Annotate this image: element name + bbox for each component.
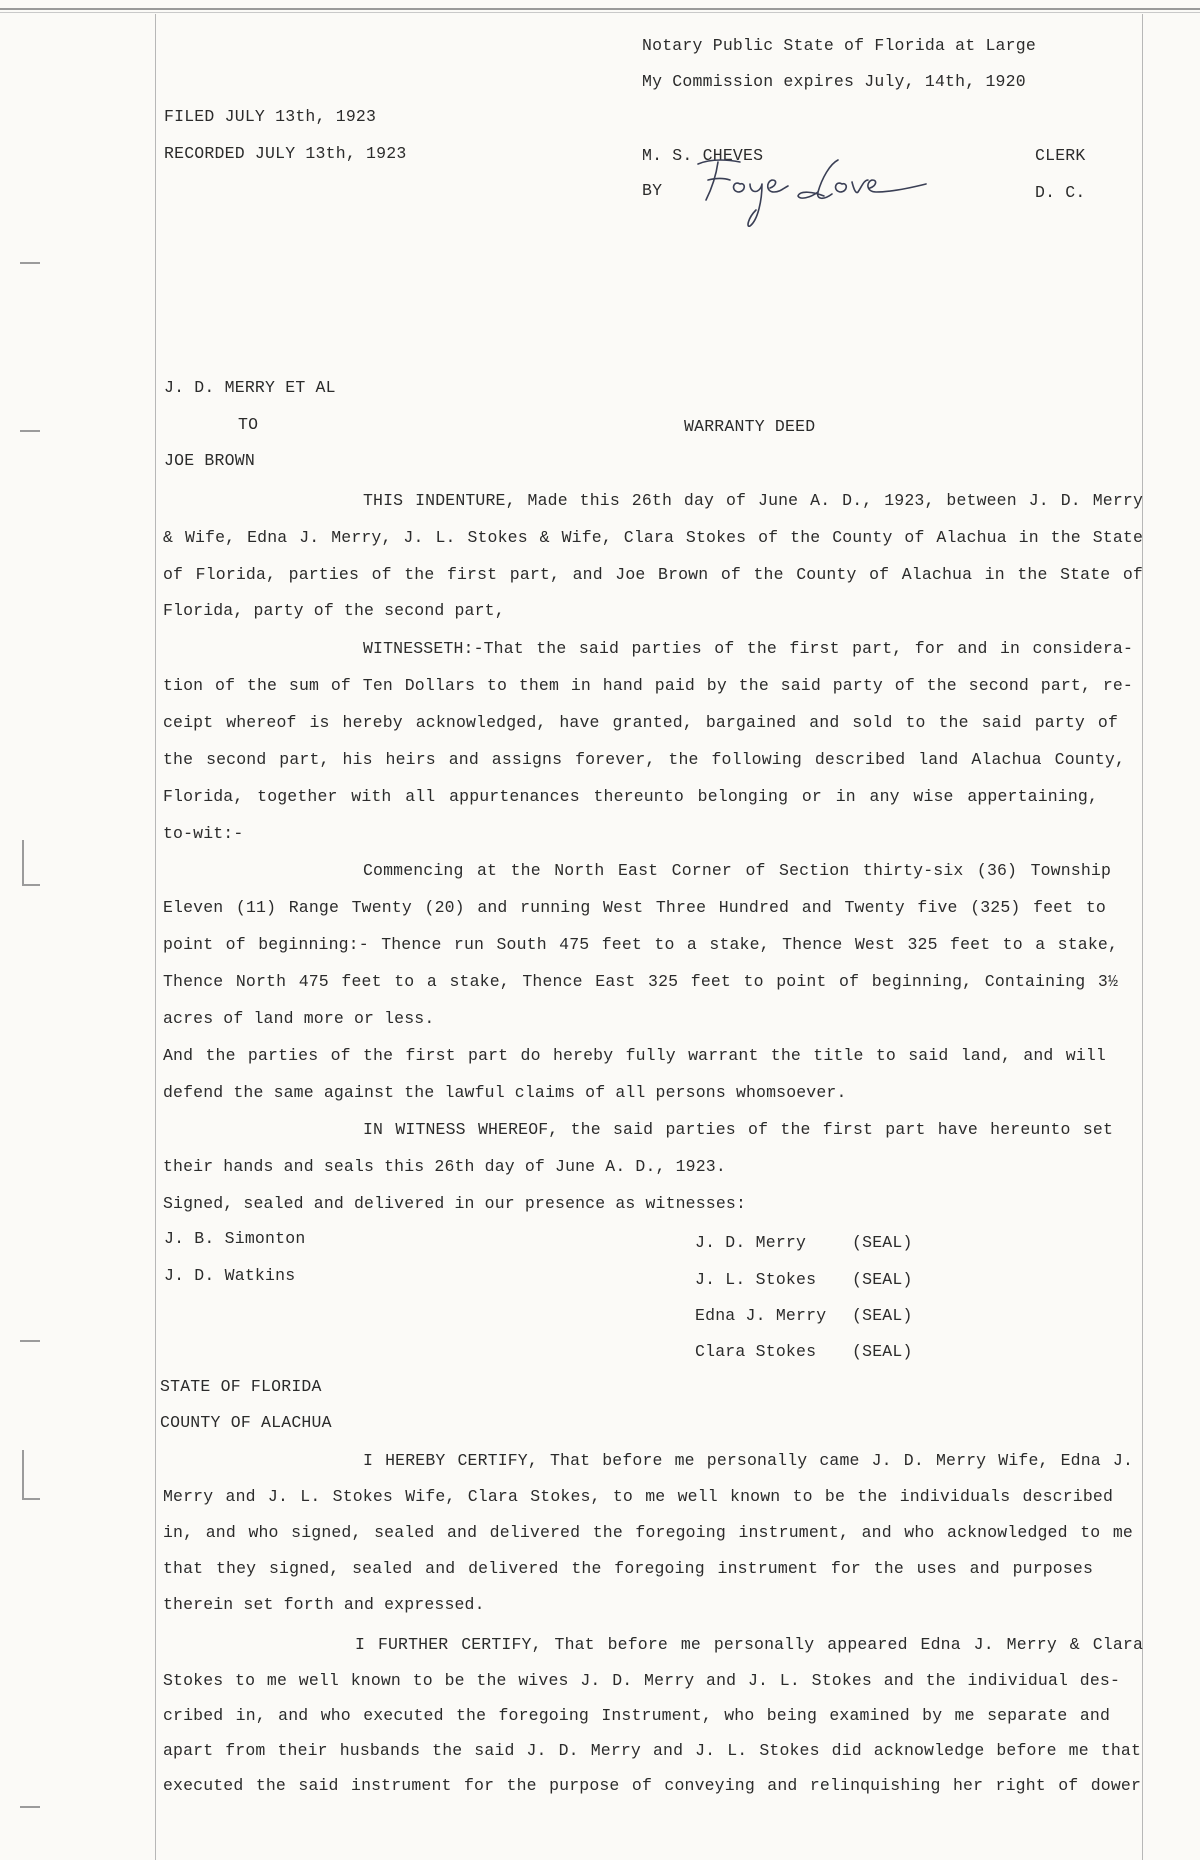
signer-name: J. D. Merry [695,1233,807,1252]
filed-date: FILED JULY 13th, 1923 [164,107,377,126]
witness-name: J. B. Simonton [164,1229,306,1248]
deputy-clerk-label: D. C. [1035,183,1086,202]
body-line: Florida, party of the second part, [163,601,505,620]
body-line: point of beginning:- Thence run South 475 feet to a stake, Thence West 325 feet to a stake, [163,935,1118,954]
binding-bracket [22,884,40,886]
binding-bracket [22,1450,24,1500]
left-margin-rule [155,14,156,1860]
right-margin-rule [1142,14,1143,1860]
grantor-heading: J. D. MERRY ET AL [164,378,336,397]
binding-bracket [22,840,24,886]
body-line: THIS INDENTURE, Made this 26th day of June A. D., 1923, between J. D. Merry [363,491,1143,510]
body-line: & Wife, Edna J. Merry, J. L. Stokes & Wife, Clara Stokes of the County of Alachua in the State [163,528,1143,547]
signer-name: J. L. Stokes [695,1270,817,1289]
binding-mark [20,1806,40,1808]
cert-line: therein set forth and expressed. [163,1595,485,1614]
body-line: Thence North 475 feet to a stake, Thence East 325 feet to point of beginning, Containing 3½ [163,972,1118,991]
body-line: acres of land more or less. [163,1009,435,1028]
signer-name: Edna J. Merry [695,1306,827,1325]
cert-line: I HEREBY CERTIFY, That before me personally came J. D. Merry Wife, Edna J. [363,1451,1133,1470]
body-line: defend the same against the lawful claims of all persons whomsoever. [163,1083,847,1102]
clerk-title: CLERK [1035,146,1086,165]
cert-line: I FURTHER CERTIFY, That before me personally appeared Edna J. Merry & Clara [355,1635,1143,1654]
recorded-date: RECORDED JULY 13th, 1923 [164,144,407,163]
cert-line: apart from their husbands the said J. D. Merry and J. L. Stokes did acknowledge before me that [163,1741,1141,1760]
seal-label: (SEAL) [852,1233,913,1252]
binding-mark [20,1340,40,1342]
signer-name: Clara Stokes [695,1342,817,1361]
binding-bracket [22,1498,40,1500]
cert-line: cribed in, and who executed the foregoing Instrument, who being examined by me separate and [163,1706,1110,1725]
body-line: the second part, his heirs and assigns forever, the following described land Alachua County, [163,750,1125,769]
to-label: TO [238,415,259,434]
top-rule-secondary [0,12,1200,13]
body-line: Signed, sealed and delivered in our presence as witnesses: [163,1194,746,1213]
seal-label: (SEAL) [852,1342,913,1361]
clerk-name: M. S. CHEVES [642,146,764,165]
seal-label: (SEAL) [852,1306,913,1325]
binding-mark [20,262,40,264]
body-line: IN WITNESS WHEREOF, the said parties of the first part have hereunto set [363,1120,1113,1139]
venue-state: STATE OF FLORIDA [160,1377,322,1396]
body-line: to-wit:- [163,824,244,843]
document-type: WARRANTY DEED [684,417,816,436]
binding-mark [20,430,40,432]
body-line: of Florida, parties of the first part, and Joe Brown of the County of Alachua in the State of [163,565,1143,584]
body-line: Florida, together with all appurtenances thereunto belonging or in any wise appertaining, [163,787,1098,806]
top-rule [0,8,1200,10]
seal-label: (SEAL) [852,1270,913,1289]
body-line: tion of the sum of Ten Dollars to them in hand paid by the said party of the second part, re- [163,676,1133,695]
body-line: And the parties of the first part do hereby fully warrant the title to said land, and will [163,1046,1106,1065]
witness-name: J. D. Watkins [164,1266,296,1285]
cert-line: Merry and J. L. Stokes Wife, Clara Stokes, to me well known to be the individuals described [163,1487,1113,1506]
venue-county: COUNTY OF ALACHUA [160,1413,332,1432]
body-line: Commencing at the North East Corner of Section thirty-six (36) Township [363,861,1111,880]
grantee-heading: JOE BROWN [164,451,255,470]
body-line: their hands and seals this 26th day of June A. D., 1923. [163,1157,726,1176]
by-label: BY [642,181,663,200]
cert-line: executed the said instrument for the purpose of conveying and relinquishing her right of dower [163,1776,1141,1795]
body-line: ceipt whereof is hereby acknowledged, have granted, bargained and sold to the said party of [163,713,1118,732]
cert-line: Stokes to me well known to be the wives J. D. Merry and J. L. Stokes and the individual des- [163,1671,1120,1690]
cert-line: that they signed, sealed and delivered the foregoing instrument for the uses and purposes [163,1559,1093,1578]
body-line: WITNESSETH:-That the said parties of the first part, for and in considera- [363,639,1133,658]
cert-line: in, and who signed, sealed and delivered the foregoing instrument, and who acknowledged to me [163,1523,1133,1542]
notary-commission: My Commission expires July, 14th, 1920 [642,72,1026,91]
notary-line: Notary Public State of Florida at Large [642,36,1036,55]
body-line: Eleven (11) Range Twenty (20) and running West Three Hundred and Twenty five (325) feet to [163,898,1106,917]
deputy-clerk-signature [690,150,930,240]
